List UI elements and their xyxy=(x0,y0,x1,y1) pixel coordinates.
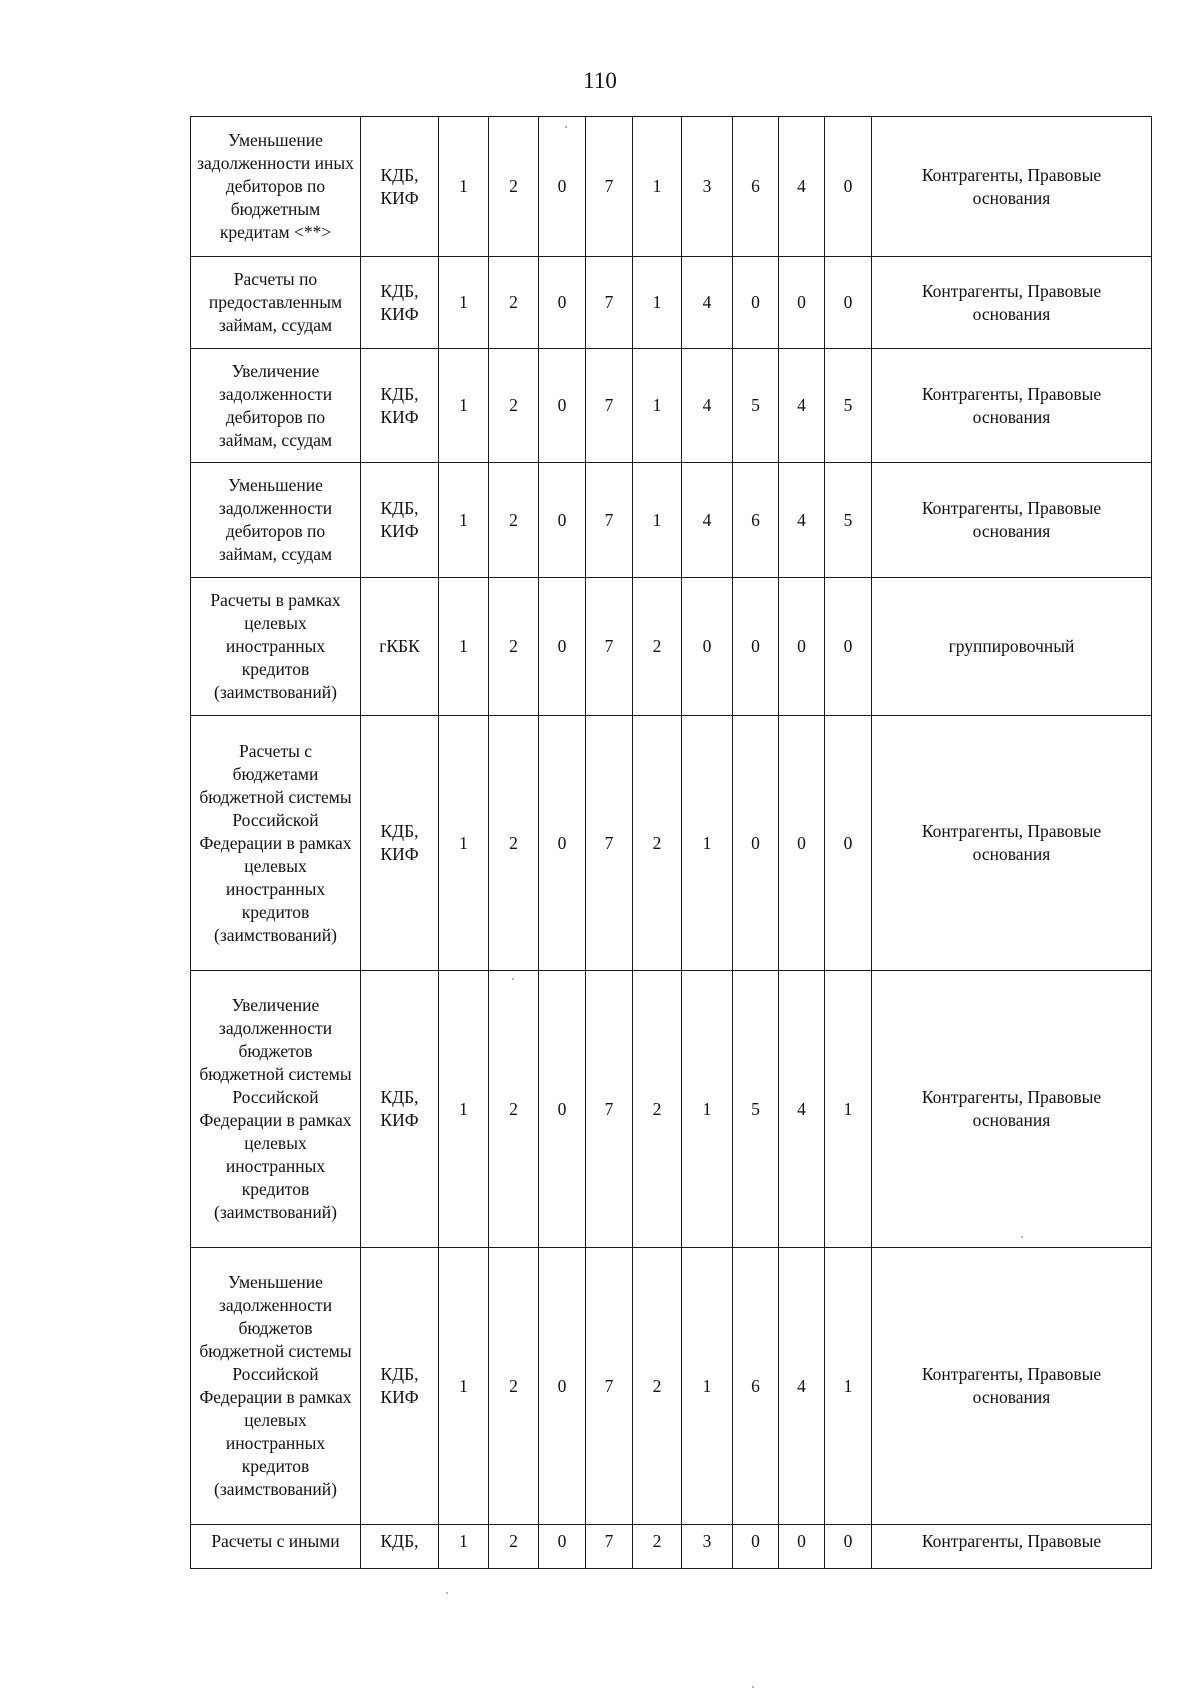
code-type-cell: КДБ, xyxy=(361,1525,439,1569)
page-number: 110 xyxy=(583,68,617,93)
code-digit-cell: 0 xyxy=(825,117,872,257)
code-digit-cell: 2 xyxy=(633,1248,682,1525)
account-name-cell: Расчеты с иными xyxy=(191,1525,361,1569)
code-digit-cell: 0 xyxy=(779,716,825,971)
code-digit-cell: 1 xyxy=(439,1248,489,1525)
code-digit-cell: 0 xyxy=(825,1525,872,1569)
code-digit-cell: 1 xyxy=(439,257,489,349)
account-name-cell: Уменьшение задолженности бюджетов бюджетной системы Российской Федерации в рамках целевых иностранных кредитов (заимствований) xyxy=(191,1248,361,1525)
analytics-cell: Контрагенты, Правовые основания xyxy=(872,349,1152,463)
code-digit-cell: 7 xyxy=(586,1525,633,1569)
code-digit-cell: 0 xyxy=(539,1525,586,1569)
code-digit-cell: 0 xyxy=(779,578,825,716)
table-row xyxy=(191,257,1152,349)
code-digit-cell: 2 xyxy=(489,257,539,349)
code-digit-cell: 7 xyxy=(586,257,633,349)
code-digit-cell: 0 xyxy=(733,578,779,716)
code-type-cell: гКБК xyxy=(361,578,439,716)
code-digit-cell: 1 xyxy=(439,716,489,971)
scan-speck xyxy=(446,1592,448,1594)
code-digit-cell: 0 xyxy=(539,349,586,463)
table-row xyxy=(191,117,1152,257)
code-digit-cell: 5 xyxy=(733,971,779,1248)
code-digit-cell: 1 xyxy=(439,578,489,716)
code-digit-cell: 4 xyxy=(779,463,825,578)
code-type-cell: КДБ, КИФ xyxy=(361,1248,439,1525)
code-digit-cell: 0 xyxy=(779,1525,825,1569)
code-digit-cell: 0 xyxy=(539,1248,586,1525)
code-digit-cell: 1 xyxy=(633,463,682,578)
account-name-cell: Расчеты по предоставленным займам, ссудам xyxy=(191,257,361,349)
code-digit-cell: 0 xyxy=(825,257,872,349)
code-digit-cell: 1 xyxy=(439,1525,489,1569)
code-digit-cell: 1 xyxy=(439,117,489,257)
code-digit-cell: 0 xyxy=(539,117,586,257)
code-digit-cell: 1 xyxy=(439,463,489,578)
code-digit-cell: 1 xyxy=(825,971,872,1248)
code-digit-cell: 4 xyxy=(779,117,825,257)
analytics-cell: Контрагенты, Правовые xyxy=(872,1525,1152,1569)
code-digit-cell: 4 xyxy=(682,349,733,463)
code-digit-cell: 4 xyxy=(682,257,733,349)
code-digit-cell: 7 xyxy=(586,578,633,716)
code-digit-cell: 5 xyxy=(825,463,872,578)
code-type-cell: КДБ, КИФ xyxy=(361,463,439,578)
analytics-cell: Контрагенты, Правовые основания xyxy=(872,1248,1152,1525)
table-row xyxy=(191,1525,1152,1569)
code-digit-cell: 0 xyxy=(733,716,779,971)
code-digit-cell: 5 xyxy=(825,349,872,463)
table-row xyxy=(191,463,1152,578)
analytics-cell: Контрагенты, Правовые основания xyxy=(872,257,1152,349)
account-name-cell: Увеличение задолженности бюджетов бюджетной системы Российской Федерации в рамках целевых иностранных кредитов (заимствований) xyxy=(191,971,361,1248)
code-digit-cell: 0 xyxy=(539,463,586,578)
code-type-cell: КДБ, КИФ xyxy=(361,349,439,463)
code-digit-cell: 0 xyxy=(539,257,586,349)
code-digit-cell: 6 xyxy=(733,1248,779,1525)
code-digit-cell: 3 xyxy=(682,1525,733,1569)
code-digit-cell: 0 xyxy=(539,578,586,716)
code-digit-cell: 2 xyxy=(489,971,539,1248)
code-digit-cell: 7 xyxy=(586,971,633,1248)
code-digit-cell: 0 xyxy=(539,716,586,971)
code-digit-cell: 2 xyxy=(633,578,682,716)
code-digit-cell: 2 xyxy=(633,1525,682,1569)
code-type-cell: КДБ, КИФ xyxy=(361,117,439,257)
code-digit-cell: 0 xyxy=(779,257,825,349)
code-digit-cell: 0 xyxy=(825,716,872,971)
code-digit-cell: 4 xyxy=(779,971,825,1248)
scan-speck xyxy=(1021,1236,1023,1238)
code-digit-cell: 4 xyxy=(682,463,733,578)
code-type-cell: КДБ, КИФ xyxy=(361,257,439,349)
code-digit-cell: 7 xyxy=(586,1248,633,1525)
code-digit-cell: 1 xyxy=(682,1248,733,1525)
account-name-cell: Расчеты в рамках целевых иностранных кредитов (заимствований) xyxy=(191,578,361,716)
scan-speck xyxy=(512,978,514,980)
analytics-cell: группировочный xyxy=(872,578,1152,716)
scan-speck xyxy=(565,126,567,128)
code-digit-cell: 1 xyxy=(825,1248,872,1525)
account-name-cell: Уменьшение задолженности иных дебиторов по бюджетным кредитам <**> xyxy=(191,117,361,257)
code-digit-cell: 2 xyxy=(489,716,539,971)
analytics-cell: Контрагенты, Правовые основания xyxy=(872,117,1152,257)
code-digit-cell: 7 xyxy=(586,463,633,578)
code-digit-cell: 4 xyxy=(779,349,825,463)
table-row xyxy=(191,578,1152,716)
code-digit-cell: 0 xyxy=(825,578,872,716)
code-digit-cell: 7 xyxy=(586,716,633,971)
accounts-table xyxy=(190,116,1152,1569)
account-name-cell: Увеличение задолженности дебиторов по займам, ссудам xyxy=(191,349,361,463)
code-digit-cell: 1 xyxy=(682,716,733,971)
code-digit-cell: 2 xyxy=(489,1525,539,1569)
code-digit-cell: 4 xyxy=(779,1248,825,1525)
code-digit-cell: 6 xyxy=(733,463,779,578)
code-type-cell: КДБ, КИФ xyxy=(361,716,439,971)
code-digit-cell: 3 xyxy=(682,117,733,257)
code-digit-cell: 2 xyxy=(489,578,539,716)
table-row xyxy=(191,971,1152,1248)
table-body xyxy=(191,117,1152,1569)
code-digit-cell: 2 xyxy=(489,1248,539,1525)
code-digit-cell: 2 xyxy=(489,117,539,257)
table-row xyxy=(191,349,1152,463)
code-digit-cell: 2 xyxy=(633,716,682,971)
code-digit-cell: 1 xyxy=(439,349,489,463)
code-digit-cell: 6 xyxy=(733,117,779,257)
code-digit-cell: 1 xyxy=(633,349,682,463)
code-digit-cell: 0 xyxy=(733,1525,779,1569)
code-digit-cell: 0 xyxy=(682,578,733,716)
table-row xyxy=(191,1248,1152,1525)
scan-speck xyxy=(752,1686,754,1688)
code-digit-cell: 2 xyxy=(489,349,539,463)
code-digit-cell: 2 xyxy=(633,971,682,1248)
analytics-cell: Контрагенты, Правовые основания xyxy=(872,463,1152,578)
analytics-cell: Контрагенты, Правовые основания xyxy=(872,716,1152,971)
code-digit-cell: 1 xyxy=(682,971,733,1248)
code-digit-cell: 1 xyxy=(633,257,682,349)
code-digit-cell: 5 xyxy=(733,349,779,463)
code-digit-cell: 2 xyxy=(489,463,539,578)
table-row xyxy=(191,716,1152,971)
code-digit-cell: 7 xyxy=(586,117,633,257)
account-name-cell: Уменьшение задолженности дебиторов по займам, ссудам xyxy=(191,463,361,578)
code-type-cell: КДБ, КИФ xyxy=(361,971,439,1248)
code-digit-cell: 1 xyxy=(633,117,682,257)
code-digit-cell: 7 xyxy=(586,349,633,463)
analytics-cell: Контрагенты, Правовые основания xyxy=(872,971,1152,1248)
code-digit-cell: 0 xyxy=(539,971,586,1248)
code-digit-cell: 1 xyxy=(439,971,489,1248)
code-digit-cell: 0 xyxy=(733,257,779,349)
account-name-cell: Расчеты с бюджетами бюджетной системы Российской Федерации в рамках целевых иностранных кредитов (заимствований) xyxy=(191,716,361,971)
